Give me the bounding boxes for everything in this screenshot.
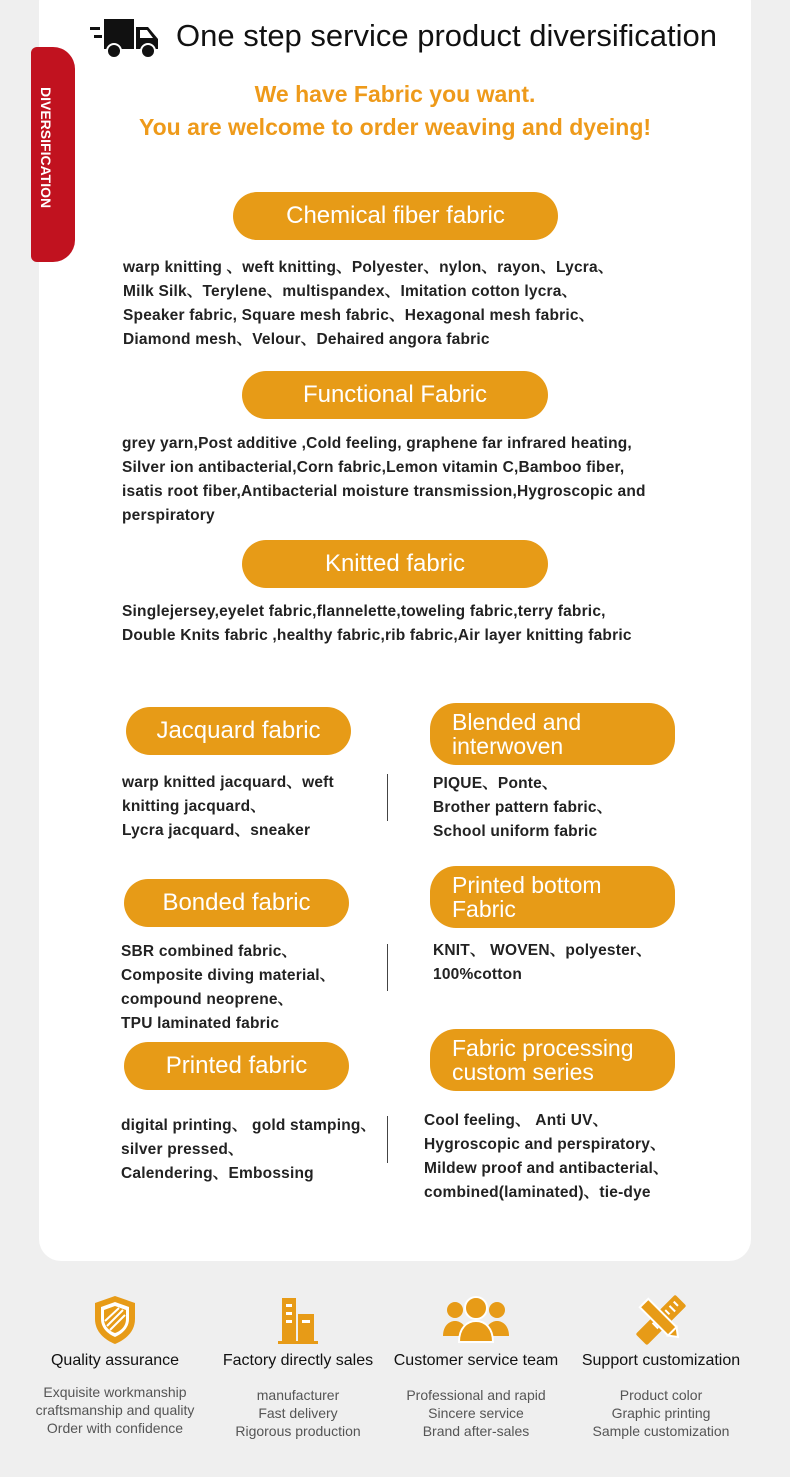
feature-sub: Sincere service bbox=[428, 1405, 524, 1421]
jacquard-line: knitting jacquard、 bbox=[122, 798, 266, 815]
feature-sub: manufacturer bbox=[256, 1387, 340, 1403]
chemical-line: warp knitting 、weft knitting、Polyester、nylon、rayon、Lycra、 bbox=[123, 259, 614, 276]
printed-fabric-pill bbox=[124, 1042, 349, 1090]
feature-sub: Graphic printing bbox=[611, 1405, 711, 1421]
blended-line: PIQUE、Ponte、 bbox=[433, 775, 558, 792]
processing-title-line-2: custom series bbox=[452, 1059, 594, 1085]
chemical-line: Speaker fabric, Square mesh fabric、Hexagonal mesh fabric、 bbox=[123, 307, 595, 324]
processing-title-line-1: Fabric processing bbox=[452, 1035, 634, 1061]
jacquard-line: Lycra jacquard、sneaker bbox=[122, 822, 311, 839]
feature-title: Factory directly sales bbox=[222, 1352, 374, 1369]
printed-line: silver pressed、 bbox=[121, 1141, 244, 1158]
side-tab-label: DIVERSIFICATION bbox=[38, 87, 54, 209]
functional-fabric-pill bbox=[242, 371, 548, 419]
functional-line: isatis root fiber,Antibacterial moisture transmission,Hygroscopic and bbox=[122, 483, 646, 500]
chemical-fiber-pill bbox=[233, 192, 558, 240]
knitted-fabric-title: Knitted fabric bbox=[324, 550, 466, 577]
printed-bottom-title-line-1: Printed bottom bbox=[452, 872, 602, 898]
bonded-fabric-title: Bonded fabric bbox=[162, 889, 311, 916]
feature-sub: Exquisite workmanship bbox=[43, 1384, 187, 1400]
blended-line: Brother pattern fabric、 bbox=[433, 799, 613, 816]
printed-fabric-title: Printed fabric bbox=[165, 1052, 308, 1079]
knitted-line: Singlejersey,eyelet fabric,flannelette,toweling fabric,terry fabric, bbox=[122, 603, 606, 620]
processing-line: Mildew proof and antibacterial、 bbox=[424, 1160, 669, 1177]
feature-sub: Product color bbox=[619, 1387, 703, 1403]
knitted-fabric-list bbox=[122, 600, 632, 648]
feature-title: Quality assurance bbox=[50, 1352, 180, 1369]
chemical-line: Diamond mesh、Velour、Dehaired angora fabric bbox=[123, 331, 490, 348]
feature-sub: Sample customization bbox=[592, 1423, 730, 1439]
team-icon bbox=[441, 1294, 511, 1346]
blended-title-line-1: Blended and bbox=[452, 709, 582, 735]
blended-line: School uniform fabric bbox=[433, 823, 598, 840]
processing-fabric-pill bbox=[430, 1029, 675, 1091]
chemical-line: Milk Silk、Terylene、multispandex、Imitation cotton lycra、 bbox=[123, 283, 578, 300]
feature-sub: Fast delivery bbox=[258, 1405, 338, 1421]
bonded-line: TPU laminated fabric bbox=[121, 1015, 280, 1032]
processing-line: combined(laminated)、tie-dye bbox=[424, 1184, 651, 1201]
blended-title-line-2: interwoven bbox=[452, 733, 564, 759]
side-tab bbox=[31, 47, 75, 262]
knitted-line: Double Knits fabric ,healthy fabric,rib fabric,Air layer knitting fabric bbox=[122, 627, 632, 644]
jacquard-fabric-title: Jacquard fabric bbox=[156, 717, 321, 744]
printed-bottom-fabric-pill bbox=[430, 866, 675, 928]
feature-customization bbox=[566, 1294, 756, 1439]
column-divider bbox=[387, 944, 388, 991]
feature-sub: Professional and rapid bbox=[406, 1387, 546, 1403]
bonded-line: compound neoprene、 bbox=[121, 991, 294, 1008]
printed-bottom-line: KNIT、 WOVEN、polyester、 bbox=[433, 942, 652, 959]
printed-line: Calendering、Embossing bbox=[121, 1165, 314, 1182]
blended-fabric-pill bbox=[430, 703, 675, 765]
blended-fabric-list bbox=[433, 772, 612, 844]
chemical-fiber-title: Chemical fiber fabric bbox=[286, 202, 505, 229]
shield-icon bbox=[91, 1294, 139, 1346]
bonded-line: SBR combined fabric、 bbox=[121, 943, 298, 960]
functional-fabric-title: Functional Fabric bbox=[302, 381, 488, 408]
tools-icon bbox=[635, 1294, 687, 1346]
feature-sub: Order with confidence bbox=[46, 1420, 184, 1436]
subtitle-line-1: We have Fabric you want. bbox=[254, 81, 536, 107]
feature-customer-service bbox=[381, 1294, 571, 1439]
printed-bottom-fabric-list bbox=[433, 939, 652, 987]
printed-bottom-title-line-2: Fabric bbox=[452, 896, 516, 922]
page-title: One step service product diversification bbox=[176, 18, 718, 53]
printed-fabric-list bbox=[121, 1114, 376, 1186]
feature-title: Support customization bbox=[581, 1352, 741, 1369]
bonded-line: Composite diving material、 bbox=[121, 967, 336, 984]
factory-icon bbox=[274, 1294, 322, 1346]
functional-line: perspiratory bbox=[122, 507, 215, 524]
functional-line: grey yarn,Post additive ,Cold feeling, graphene far infrared heating, bbox=[122, 435, 632, 452]
feature-sub: craftsmanship and quality bbox=[35, 1402, 195, 1418]
processing-fabric-list bbox=[424, 1109, 669, 1205]
feature-quality bbox=[20, 1294, 210, 1436]
subtitle-line-2: You are welcome to order weaving and dyeing! bbox=[138, 114, 652, 140]
processing-line: Hygroscopic and perspiratory、 bbox=[424, 1136, 666, 1153]
printed-line: digital printing、 gold stamping、 bbox=[121, 1117, 377, 1134]
jacquard-fabric-list bbox=[122, 771, 334, 843]
feature-factory bbox=[203, 1294, 393, 1439]
bonded-fabric-pill bbox=[124, 879, 349, 927]
bonded-fabric-list bbox=[121, 940, 336, 1036]
chemical-fiber-list bbox=[123, 256, 614, 352]
feature-sub: Rigorous production bbox=[235, 1423, 361, 1439]
printed-bottom-line: 100%cotton bbox=[433, 966, 522, 983]
jacquard-line: warp knitted jacquard、weft bbox=[122, 774, 334, 791]
column-divider bbox=[387, 1116, 388, 1163]
jacquard-fabric-pill bbox=[126, 707, 351, 755]
feature-title: Customer service team bbox=[393, 1352, 559, 1369]
functional-line: Silver ion antibacterial,Corn fabric,Lemon vitamin C,Bamboo fiber, bbox=[122, 459, 625, 476]
column-divider bbox=[387, 774, 388, 821]
truck-icon bbox=[90, 15, 160, 61]
functional-fabric-list bbox=[122, 432, 646, 528]
processing-line: Cool feeling、 Anti UV、 bbox=[424, 1112, 609, 1129]
feature-sub: Brand after-sales bbox=[422, 1423, 530, 1439]
knitted-fabric-pill bbox=[242, 540, 548, 588]
